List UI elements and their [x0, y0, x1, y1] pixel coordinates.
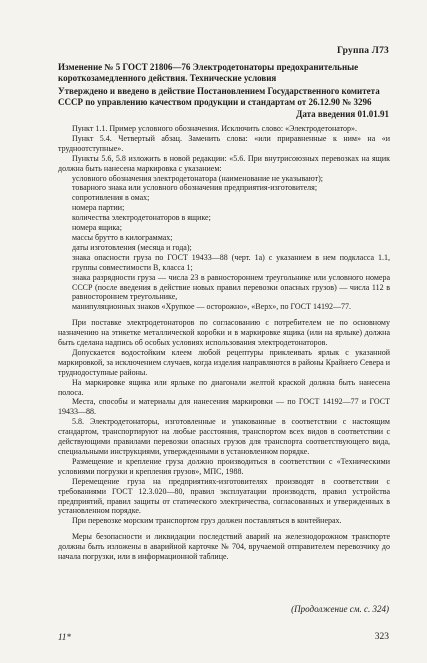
list-item: знака разрядности груза — числа 23 в равностороннем треугольнике или условного номера СССР (после введения в действие новых правил перевозки опасных грузов) — числа 112 в равностороннем треугольнике, — [72, 272, 390, 302]
list-item: даты изготовления (месяца и года); — [72, 242, 192, 252]
list-item: массы брутто в килограммах; — [72, 232, 173, 242]
list-item: количества электродетонаторов в ящике; — [72, 213, 211, 223]
amendment-title: Изменение № 5 ГОСТ 21806—76 Электродетонаторы предохранительные короткозамедленного действия. Технические условия — [58, 62, 359, 83]
paragraph: При перевозке морским транспортом груз должен поставляться в контейнерах. — [72, 516, 342, 526]
paragraph: Места, способы и материалы для нанесения маркировки — по ГОСТ 14192—77 и ГОСТ 19433—88. — [58, 397, 390, 417]
document-body — [58, 124, 390, 562]
approval-statement: Утверждено и введено в действие Постановлением Государственного комитета СССР по управлению качеством продукции и стандартам от 26.12.90 № 3296 — [58, 86, 380, 107]
list-item: манипуляционных знаков «Хрупкое — осторожно», «Верх», по ГОСТ 14192—77. — [72, 302, 351, 312]
list-item: номера ящика; — [72, 223, 122, 233]
paragraph: Размещение и крепление груза должно производиться в соответствии с «Техническими условиями погрузки и крепления грузов», МПС, 1988. — [58, 456, 390, 476]
paragraph: 5.8. Электродетонаторы, изготовленные и упакованные в соответствии с настоящим стандартом, транспортируют на любые расстояния, транспортом всех видов в соответствии с действующими правилами перевозки опасных грузов для транспорта соответствующего вида, специальными инструкциями, утвержденными в установленном порядке. — [58, 417, 390, 456]
paragraph: Пункт 5.4. Четвертый абзац. Заменить слова: «или приравненные к ним» на «и трудноотступные». — [58, 133, 390, 153]
paragraph: Меры безопасности и ликвидации последствий аварий на железнодорожном транспорте должны быть изложены в аварийной карточке № 704, вручаемой отправителем перевозчику до начала погрузки, или в информационной таблице. — [58, 532, 390, 562]
signature-mark: 11* — [58, 632, 71, 642]
paragraph: Пункт 1.1. Пример условного обозначения. Исключить слово: «Электродетонатор». — [72, 124, 357, 133]
paragraph: Перемещение груза на предприятиях-изготовителях производят в соответствии с требованиями ГОСТ 12.3.020—80, правил эксплуатации производств, правил устройства предприятий, правил защиты от статического электричества, согласованных и утвержденных в установленном порядке. — [58, 476, 390, 516]
effective-date: Дата введения 01.01.91 — [296, 109, 389, 119]
list-item: условного обозначения электродетонатора (наименование не указывают); — [72, 173, 323, 183]
paragraph: На маркировке ящика или ярлыке по диагонали желтой краской должна быть нанесена полоса. — [58, 377, 390, 397]
paragraph: Пункты 5.6, 5.8 изложить в новой редакции: «5.6. При внутрисоюзных перевозках на ящик должна быть нанесена маркировка с указанием: — [58, 153, 390, 173]
continuation-note: (Продолжение см. с. 324) — [291, 604, 389, 614]
list-item: товарного знака или условного обозначения предприятия-изготовителя; — [72, 183, 318, 193]
list-item: номера партии; — [72, 203, 125, 213]
list-item: знака опасности груза по ГОСТ 19433—88 (черт. 1а) с указанием в нем подкласса 1.1, группы совместимости В, класса 1; — [72, 252, 390, 272]
group-code: Группа Л73 — [336, 46, 389, 56]
list-item: сопротивления в омах; — [72, 193, 150, 203]
paragraph: Допускается водостойким клеем любой рецептуры приклеивать ярлык с указанной маркировкой, за исключением случаев, когда изделия направляются в районы Крайнего Севера и труднодоступные районы. — [58, 347, 390, 377]
page-number: 323 — [374, 632, 389, 642]
paragraph: При поставке электродетонаторов по согласованию с потребителем не по основному назначению на этикетке металлической коробки и в маркировке ящика (или на ярлыке) должна быть сделана надпись об особых условиях использования электродетонаторов. — [58, 318, 390, 348]
